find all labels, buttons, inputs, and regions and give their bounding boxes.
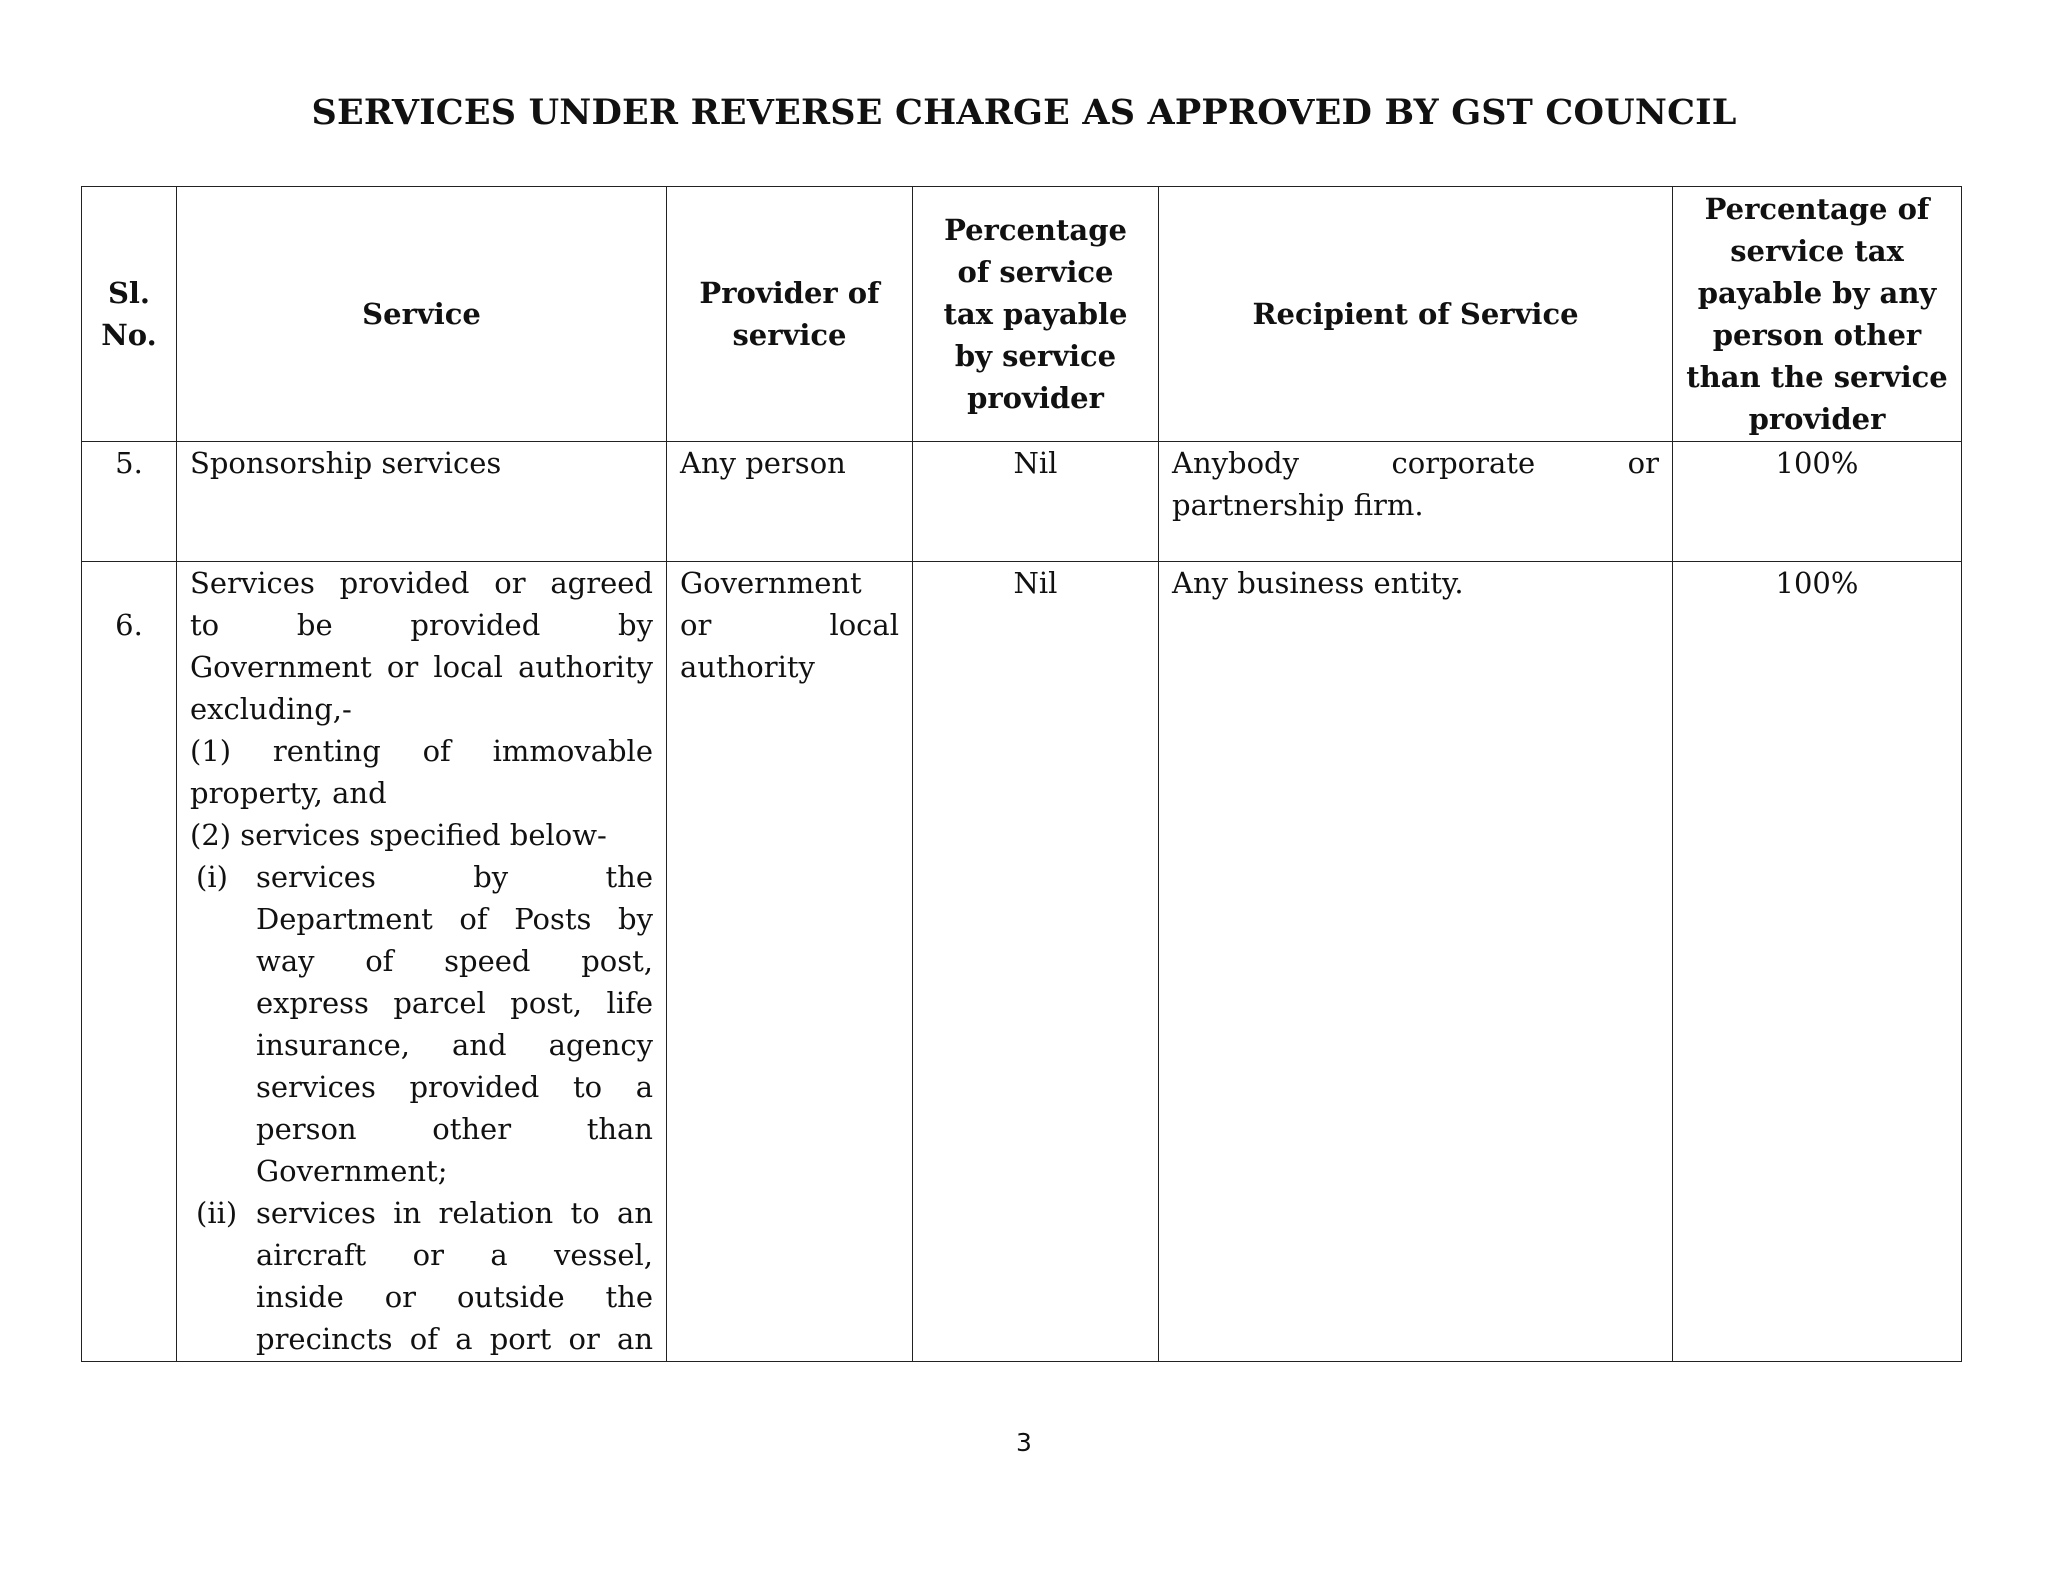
row-6-recipient: Any business entity. [1159,562,1673,1362]
row-6-provider-line: Government [680,566,862,600]
sub-item-line: person other than [256,1112,653,1146]
sub-item-line: insurance, and agency [256,1028,653,1062]
row-6-sl-no: 6. [82,562,177,1362]
reverse-charge-table [81,186,1962,1362]
row-6-service-line: Government or local authority [190,650,653,684]
page-number: 3 [1016,1428,1032,1457]
row-5-recipient-line: Anybody corporate or [1172,446,1659,480]
table-row [82,442,1962,562]
row-5-pct-other: 100% [1673,442,1962,562]
document-title: SERVICES UNDER REVERSE CHARGE AS APPROVED BY GST COUNCIL [311,92,1737,133]
row-6-service-line: property, and [190,776,387,810]
row-6-provider-line: authority [680,650,815,684]
sub-item-text [256,1192,653,1360]
row-6-provider [667,562,913,1362]
row-5-service: Sponsorship services [177,442,667,562]
sub-item-line: way of speed post, [256,944,653,978]
row-5-recipient [1159,442,1673,562]
row-5-provider: Any person [667,442,913,562]
row-6-service-line: to be provided by [190,608,653,642]
row-6-sub-item-i [190,856,653,1192]
sub-item-line: express parcel post, life [256,986,653,1020]
header-recipient: Recipient of Service [1159,187,1673,442]
row-6-service-line: Services provided or agreed [190,566,653,600]
header-sl-no: Sl. No. [82,187,177,442]
sub-item-number: (i) [196,860,228,894]
row-6-sub-item-ii [190,1192,653,1360]
row-6-service-line: (2) services specified below- [190,818,607,852]
row-5-sl-no: 5. [82,442,177,562]
row-6-provider-line: or local [680,608,899,642]
row-6-pct-provider: Nil [913,562,1159,1362]
sub-item-line: services in relation to an [256,1196,653,1230]
sub-item-line: precincts of a port or an [256,1322,653,1356]
sub-item-line: Department of Posts by [256,902,653,936]
row-6-pct-other: 100% [1673,562,1962,1362]
row-5-recipient-line: partnership firm. [1172,488,1424,522]
sub-item-line: services by the [256,860,653,894]
row-5-pct-provider: Nil [913,442,1159,562]
sub-item-line: inside or outside the [256,1280,653,1314]
sub-item-line: aircraft or a vessel, [256,1238,653,1272]
row-6-service-line: (1) renting of immovable [190,734,653,768]
sub-item-line: services provided to a [256,1070,653,1104]
table-header-row [82,187,1962,442]
table-row [82,562,1962,1362]
header-pct-other: Percentage of service tax payable by any person other than the service provider [1673,187,1962,442]
row-6-service [177,562,667,1362]
header-provider: Provider of service [667,187,913,442]
sub-item-text [256,856,653,1192]
sub-item-number: (ii) [196,1196,238,1230]
row-6-service-line: excluding,- [190,692,352,726]
header-service: Service [177,187,667,442]
header-pct-provider: Percentage of service tax payable by service provider [913,187,1159,442]
sub-item-line: Government; [256,1154,448,1188]
